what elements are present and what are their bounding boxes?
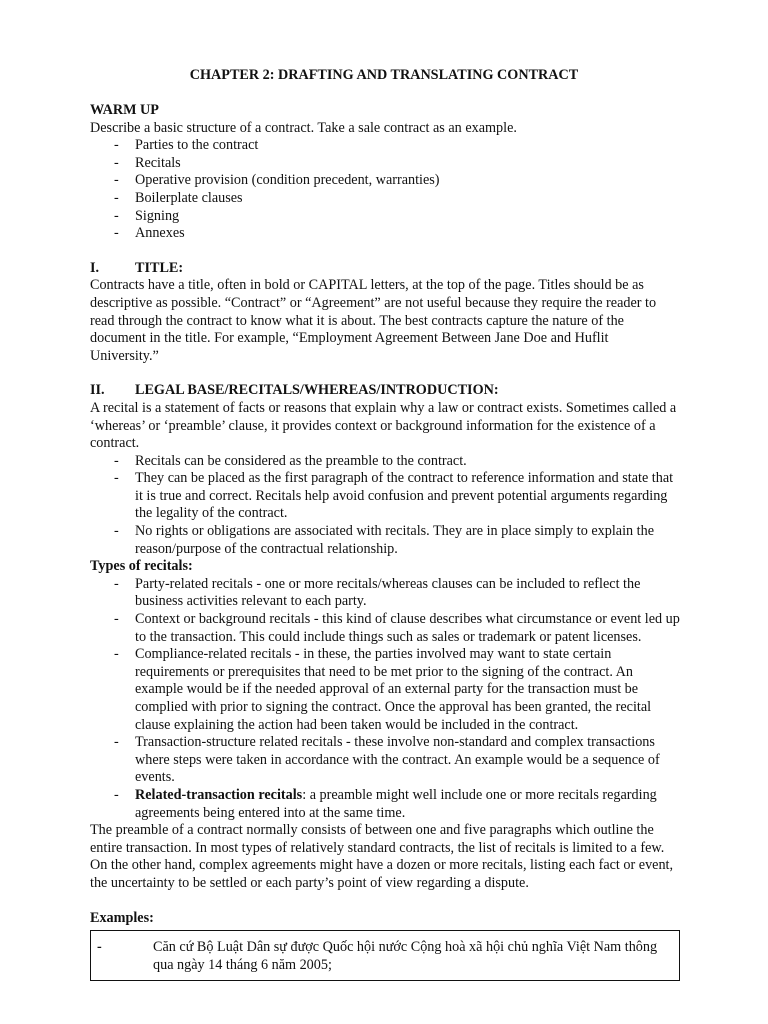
list-item: - Boilerplate clauses	[90, 190, 680, 208]
section-number: I.	[90, 259, 100, 276]
recitals-intro: A recital is a statement of facts or reasons that explain why a law or contract exists. Sometimes called a ‘whereas’ or ‘preamble’ clause, it provides context or background information for the existence of a contract.	[90, 399, 677, 452]
section-number: II.	[90, 382, 105, 399]
warm-up-list	[90, 137, 680, 243]
list-item: - Party-related recitals - one or more recitals/whereas clauses can be included to reflect the business activities relevant to each party.	[90, 576, 680, 611]
section-heading-text: TITLE:	[135, 259, 184, 276]
warm-up-heading: WARM UP	[90, 102, 159, 118]
section-title-body: Contracts have a title, often in bold or CAPITAL letters, at the top of the page. Titles should be as descriptive as possible. “Contract” or “Agreement” are not useful because they require the reader to read through the contract to know what it is about. The best contracts capture the nature of the document in the title. For example, “Employment Agreement Between Jane Doe and Huflit University.”	[90, 277, 657, 364]
section-heading-text: LEGAL BASE/RECITALS/WHEREAS/INTRODUCTION:	[135, 382, 499, 399]
list-item: - Transaction-structure related recitals - these involve non-standard and complex transactions where steps were taken in accordance with the contract. An example would be a sequence of events.	[90, 734, 680, 787]
preamble-closing: The preamble of a contract normally consists of between one and five paragraphs which outline the entire transaction. In most types of relatively standard contracts, the list of recitals is limited to a few. On the other hand, complex agreements might have a dozen or more recitals, listing each fact or event, the uncertainty to be settled or each party’s point of view regarding a dispute.	[90, 822, 674, 891]
list-item: - No rights or obligations are associated with recitals. They are in place simply to explain the reason/purpose of the contractual relationship.	[90, 523, 680, 558]
types-of-recitals-list	[90, 576, 680, 822]
section-heading-title	[90, 260, 680, 278]
list-item: - Parties to the contract	[90, 137, 680, 155]
list-item: - Recitals	[90, 155, 680, 173]
warm-up-intro: Describe a basic structure of a contract. Take a sale contract as an example.	[90, 119, 517, 136]
list-item	[90, 787, 680, 822]
examples-heading: Examples:	[90, 909, 154, 926]
related-transaction-term: Related-transaction recitals	[135, 786, 303, 803]
types-of-recitals-heading: Types of recitals:	[90, 558, 193, 575]
section-heading-recitals	[90, 382, 680, 400]
list-item: - Recitals can be considered as the preamble to the contract.	[90, 453, 680, 471]
list-item: - Annexes	[90, 225, 680, 243]
example-bullet: -	[97, 939, 102, 956]
list-item: - Compliance-related recitals - in these, the parties involved may want to state certain requirements or prerequisites that need to be met prior to the signing of the contract. An example would be if the needed approval of an external party for the transaction must be complied with prior to signing the contract. Once the approval has been granted, the recital clause explaining the action had been taken would be included in the contract.	[90, 646, 680, 734]
example-box	[90, 930, 680, 981]
example-text: Căn cứ Bộ Luật Dân sự được Quốc hội nước Cộng hoà xã hội chủ nghĩa Việt Nam thông qua ngày 14 tháng 6 năm 2005;	[153, 939, 658, 973]
list-item: - Context or background recitals - this kind of clause describes what circumstance or event led up to the transaction. This could include things such as sales or trademark or patent licenses.	[90, 611, 680, 646]
chapter-title: CHAPTER 2: DRAFTING AND TRANSLATING CONTRACT	[189, 67, 579, 83]
document-body	[90, 102, 680, 981]
recitals-list	[90, 453, 680, 559]
list-item: - They can be placed as the first paragraph of the contract to reference information and state that it is true and correct. Recitals help avoid confusion and prevent potential arguments regarding the legality of the contract.	[90, 470, 680, 523]
list-item: - Signing	[90, 208, 680, 226]
related-transaction-text: : a preamble might well include one or more recitals regarding agreements being entered into at the same time.	[135, 786, 657, 821]
list-item: - Operative provision (condition precedent, warranties)	[90, 172, 680, 190]
